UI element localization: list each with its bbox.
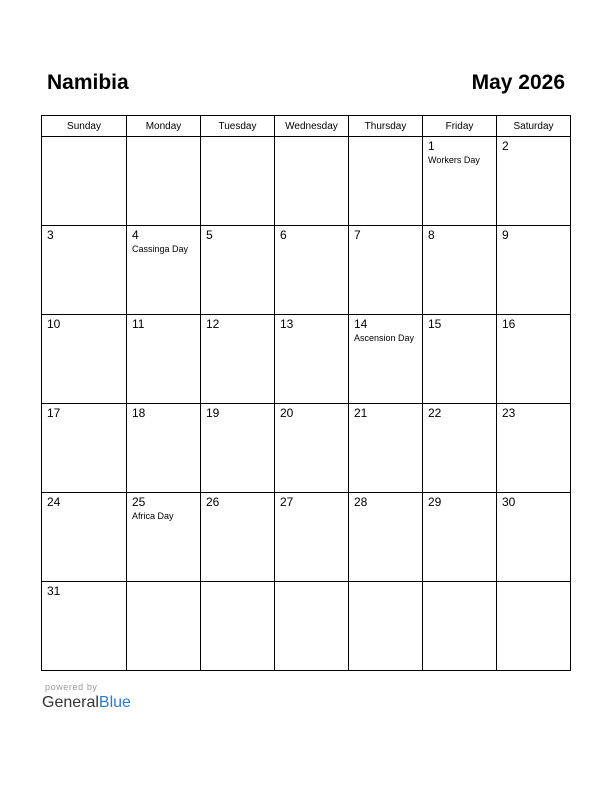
day-cell (423, 137, 497, 226)
day-cell (275, 493, 349, 582)
day-number: 16 (502, 317, 516, 331)
weekday-tuesday: Tuesday (201, 116, 275, 137)
weekday-thursday: Thursday (349, 116, 423, 137)
week-row (42, 226, 571, 315)
day-cell (127, 582, 201, 671)
powered-by-label: powered by (45, 682, 98, 692)
day-cell (201, 493, 275, 582)
brand-blue: Blue (98, 694, 131, 711)
day-number: 19 (206, 406, 220, 420)
day-number: 6 (280, 228, 287, 242)
day-number: 7 (354, 228, 361, 242)
day-cell (423, 493, 497, 582)
calendar-body (42, 137, 571, 671)
day-number: 10 (47, 317, 61, 331)
weekday-wednesday: Wednesday (275, 116, 349, 137)
day-number: 17 (47, 406, 61, 420)
month-year-title: May 2026 (471, 71, 565, 94)
weekday-sunday: Sunday (42, 116, 127, 137)
day-cell (42, 493, 127, 582)
holiday-label: Cassinga Day (132, 244, 189, 254)
day-cell (497, 493, 571, 582)
day-number: 8 (428, 228, 435, 242)
weekday-header-row (42, 116, 571, 137)
day-number: 3 (47, 228, 54, 242)
day-cell (497, 137, 571, 226)
day-number: 31 (47, 584, 61, 598)
country-title: Namibia (47, 71, 129, 94)
day-cell (349, 404, 423, 493)
day-number: 1 (428, 139, 435, 153)
day-number: 27 (280, 495, 294, 509)
day-number: 29 (428, 495, 442, 509)
day-cell (127, 404, 201, 493)
brand-general: General (42, 694, 99, 711)
day-cell (349, 315, 423, 404)
day-cell (423, 226, 497, 315)
day-cell (201, 226, 275, 315)
day-number: 12 (206, 317, 220, 331)
day-cell (275, 582, 349, 671)
day-cell (127, 226, 201, 315)
day-number: 24 (47, 495, 61, 509)
day-number: 28 (354, 495, 368, 509)
generalblue-logo (42, 693, 131, 713)
weekday-saturday: Saturday (497, 116, 571, 137)
day-cell (42, 137, 127, 226)
day-number: 11 (132, 317, 145, 331)
day-cell (275, 226, 349, 315)
day-cell (423, 315, 497, 404)
holiday-label: Ascension Day (354, 333, 415, 343)
calendar-grid (41, 115, 571, 671)
holiday-label: Africa Day (132, 511, 174, 521)
day-number: 9 (502, 228, 509, 242)
day-number: 25 (132, 495, 146, 509)
week-row (42, 137, 571, 226)
day-number: 13 (280, 317, 294, 331)
day-cell (497, 404, 571, 493)
day-cell (42, 404, 127, 493)
week-row (42, 493, 571, 582)
day-cell (349, 582, 423, 671)
weekday-monday: Monday (127, 116, 201, 137)
day-cell (275, 404, 349, 493)
day-number: 23 (502, 406, 516, 420)
day-cell (127, 137, 201, 226)
holiday-label: Workers Day (428, 155, 480, 165)
week-row (42, 404, 571, 493)
week-row (42, 315, 571, 404)
day-cell (275, 137, 349, 226)
day-cell (127, 315, 201, 404)
day-cell (42, 315, 127, 404)
day-cell (201, 582, 275, 671)
day-number: 22 (428, 406, 442, 420)
day-number: 14 (354, 317, 368, 331)
day-number: 30 (502, 495, 516, 509)
week-row (42, 582, 571, 671)
day-cell (497, 226, 571, 315)
day-number: 15 (428, 317, 442, 331)
day-cell (201, 137, 275, 226)
day-cell (275, 315, 349, 404)
day-cell (201, 315, 275, 404)
day-cell (349, 493, 423, 582)
weekday-friday: Friday (423, 116, 497, 137)
day-number: 5 (206, 228, 213, 242)
day-number: 20 (280, 406, 294, 420)
day-number: 26 (206, 495, 220, 509)
day-cell (497, 582, 571, 671)
day-cell (201, 404, 275, 493)
day-cell (349, 226, 423, 315)
day-cell (127, 493, 201, 582)
day-cell (349, 137, 423, 226)
day-cell (42, 226, 127, 315)
day-number: 18 (132, 406, 146, 420)
day-number: 4 (132, 228, 139, 242)
day-cell (423, 404, 497, 493)
day-cell (42, 582, 127, 671)
day-cell (497, 315, 571, 404)
day-number: 21 (354, 406, 368, 420)
day-cell (423, 582, 497, 671)
day-number: 2 (502, 139, 509, 153)
